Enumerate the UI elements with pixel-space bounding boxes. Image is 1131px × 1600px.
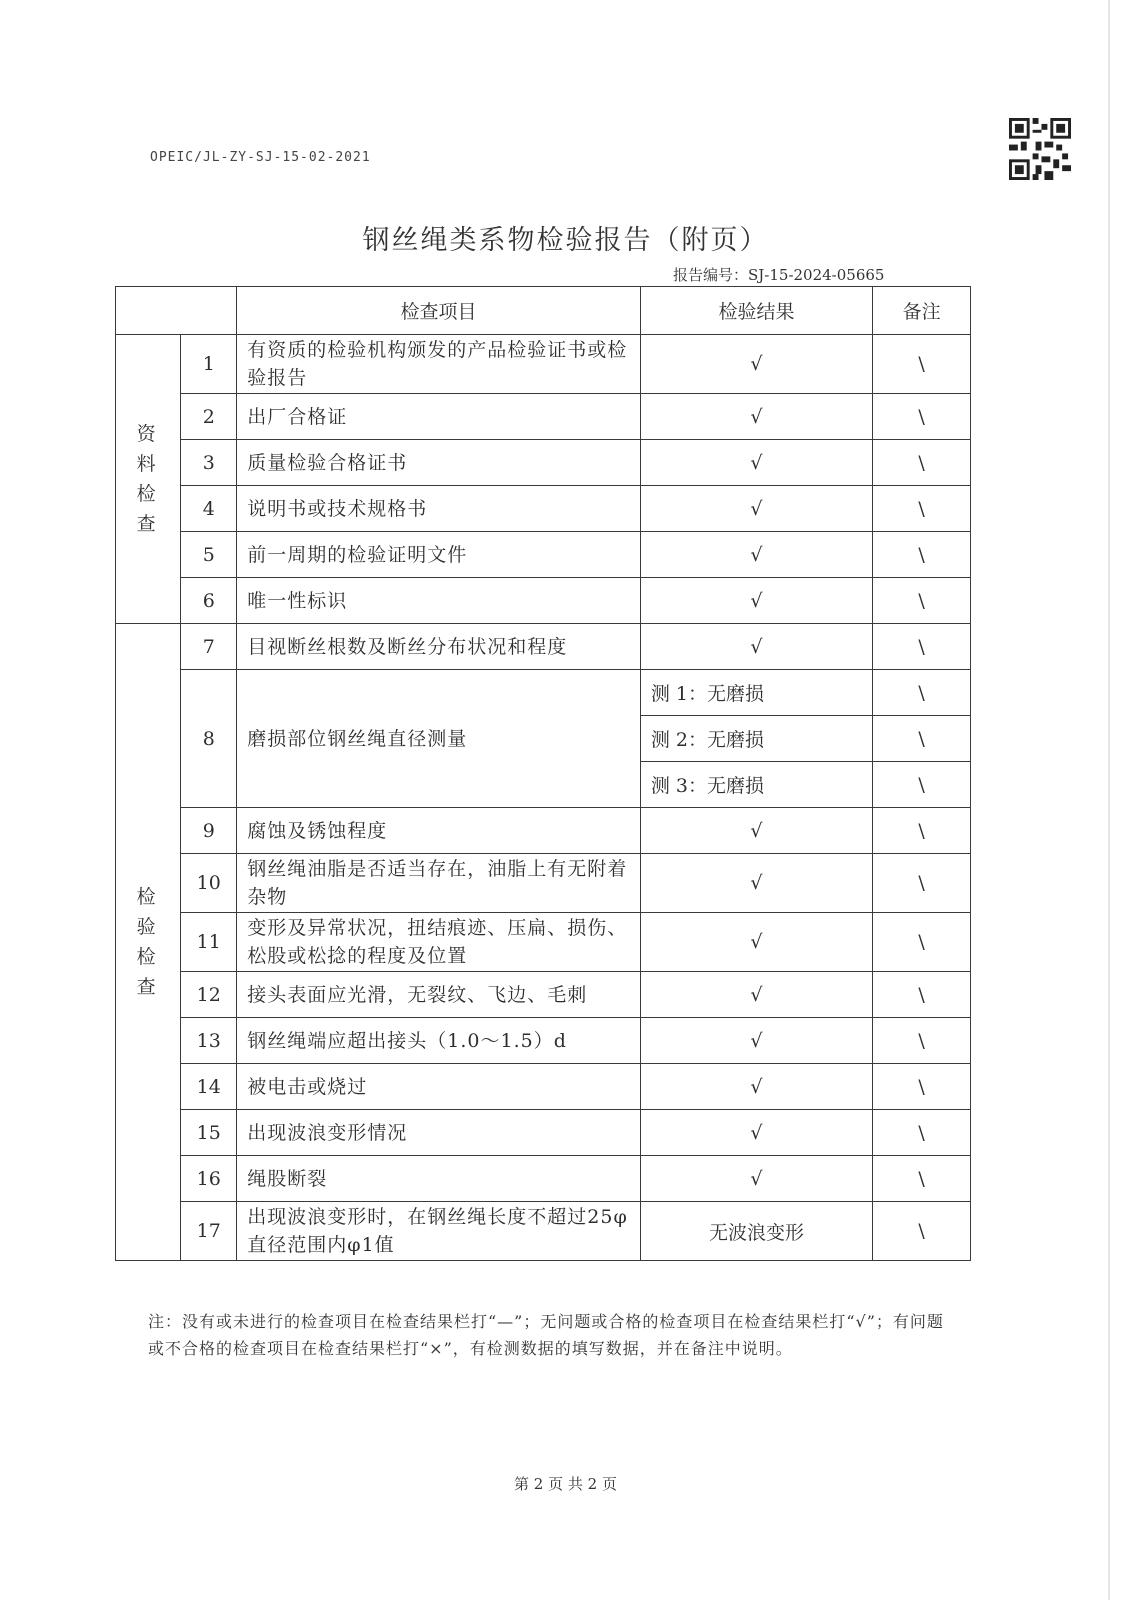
- row-remark: \: [873, 578, 971, 624]
- row-number: 13: [181, 1018, 237, 1064]
- row-item: 接头表面应光滑，无裂纹、飞边、毛刺: [237, 972, 641, 1018]
- row-number: 3: [181, 440, 237, 486]
- row-result: √: [640, 854, 872, 913]
- row-result: √: [640, 1156, 872, 1202]
- row-remark: \: [873, 670, 971, 716]
- row-remark: \: [873, 1156, 971, 1202]
- table-row: [116, 532, 971, 578]
- row-number: 17: [181, 1202, 237, 1261]
- report-title: 钢丝绳类系物检验报告（附页）: [362, 225, 769, 256]
- row-remark: \: [873, 335, 971, 394]
- row-remark: \: [873, 913, 971, 972]
- table-row: [116, 335, 971, 394]
- row-result: √: [640, 532, 872, 578]
- measurement-2: 测 2：无磨损: [640, 716, 872, 762]
- row-number: 7: [181, 624, 237, 670]
- row-item: 有资质的检验机构颁发的产品检验证书或检验报告: [237, 335, 641, 394]
- table-row: [116, 624, 971, 670]
- table-row: [116, 670, 971, 716]
- header-remark: 备注: [873, 287, 971, 335]
- document-code: OPEIC/JL-ZY-SJ-15-02-2021: [150, 150, 371, 165]
- page-footer: 第 2 页 共 2 页: [514, 1475, 617, 1493]
- measurement-3: 测 3：无磨损: [640, 762, 872, 808]
- report-number: 报告编号：SJ-15-2024-05665: [673, 266, 885, 284]
- row-item: 前一周期的检验证明文件: [237, 532, 641, 578]
- table-row: [116, 972, 971, 1018]
- row-number: 14: [181, 1064, 237, 1110]
- table-row: [116, 440, 971, 486]
- row-item: 钢丝绳端应超出接头（1.0～1.5）d: [237, 1018, 641, 1064]
- table-row: [116, 1156, 971, 1202]
- table-row: [116, 1110, 971, 1156]
- table-row: [116, 394, 971, 440]
- category-docs: 资料检查: [116, 335, 181, 624]
- table-row: [116, 578, 971, 624]
- row-result: √: [640, 1064, 872, 1110]
- row-item: 绳股断裂: [237, 1156, 641, 1202]
- row-number: 9: [181, 808, 237, 854]
- header-item: 检查项目: [237, 287, 641, 335]
- row-remark: \: [873, 1018, 971, 1064]
- row-number: 8: [181, 670, 237, 808]
- qr-code-icon: [1009, 118, 1071, 180]
- row-result: √: [640, 808, 872, 854]
- row-remark: \: [873, 808, 971, 854]
- row-number: 2: [181, 394, 237, 440]
- row-remark: \: [873, 440, 971, 486]
- row-remark: \: [873, 716, 971, 762]
- row-remark: \: [873, 762, 971, 808]
- row-remark: \: [873, 532, 971, 578]
- row-remark: \: [873, 394, 971, 440]
- row-number: 15: [181, 1110, 237, 1156]
- row-number: 6: [181, 578, 237, 624]
- table-row: [116, 913, 971, 972]
- row-number: 16: [181, 1156, 237, 1202]
- row-item: 目视断丝根数及断丝分布状况和程度: [237, 624, 641, 670]
- row-result: √: [640, 1110, 872, 1156]
- row-result: √: [640, 578, 872, 624]
- table-row: [116, 1064, 971, 1110]
- table-row: [116, 854, 971, 913]
- row-item: 说明书或技术规格书: [237, 486, 641, 532]
- table-row: [116, 1018, 971, 1064]
- row-remark: \: [873, 624, 971, 670]
- row-item: 出现波浪变形情况: [237, 1110, 641, 1156]
- row-number: 11: [181, 913, 237, 972]
- row-result: √: [640, 913, 872, 972]
- row-number: 10: [181, 854, 237, 913]
- row-result: √: [640, 1018, 872, 1064]
- row-result: √: [640, 335, 872, 394]
- header-result: 检验结果: [640, 287, 872, 335]
- table-header-row: [116, 287, 971, 335]
- row-number: 5: [181, 532, 237, 578]
- row-remark: \: [873, 972, 971, 1018]
- row-item: 磨损部位钢丝绳直径测量: [237, 670, 641, 808]
- row-result: √: [640, 486, 872, 532]
- row-item: 出厂合格证: [237, 394, 641, 440]
- measurement-1: 测 1：无磨损: [640, 670, 872, 716]
- table-row: [116, 486, 971, 532]
- row-remark: \: [873, 1064, 971, 1110]
- footnote: 注：没有或未进行的检查项目在检查结果栏打“—”；无问题或合格的检查项目在检查结果栏打“√”；有问题或不合格的检查项目在检查结果栏打“×”，有检测数据的填写数据，并在备注中说明。: [148, 1312, 944, 1358]
- row-remark: \: [873, 486, 971, 532]
- table-row: [116, 1202, 971, 1261]
- row-item: 质量检验合格证书: [237, 440, 641, 486]
- row-item: 唯一性标识: [237, 578, 641, 624]
- row-item: 变形及异常状况，扭结痕迹、压扁、损伤、松股或松捻的程度及位置: [237, 913, 641, 972]
- row-item: 钢丝绳油脂是否适当存在，油脂上有无附着杂物: [237, 854, 641, 913]
- row-item: 出现波浪变形时，在钢丝绳长度不超过25φ直径范围内φ1值: [237, 1202, 641, 1261]
- category-inspect: 检验检查: [116, 624, 181, 1261]
- row-item: 被电击或烧过: [237, 1064, 641, 1110]
- table-row: [116, 808, 971, 854]
- header-blank: [116, 287, 237, 335]
- row-result: 无波浪变形: [640, 1202, 872, 1261]
- row-result: √: [640, 624, 872, 670]
- row-item: 腐蚀及锈蚀程度: [237, 808, 641, 854]
- inspection-table: [115, 286, 971, 1261]
- row-remark: \: [873, 1110, 971, 1156]
- row-number: 4: [181, 486, 237, 532]
- row-result: √: [640, 440, 872, 486]
- row-remark: \: [873, 1202, 971, 1261]
- row-number: 1: [181, 335, 237, 394]
- row-remark: \: [873, 854, 971, 913]
- row-result: √: [640, 394, 872, 440]
- row-result: √: [640, 972, 872, 1018]
- row-number: 12: [181, 972, 237, 1018]
